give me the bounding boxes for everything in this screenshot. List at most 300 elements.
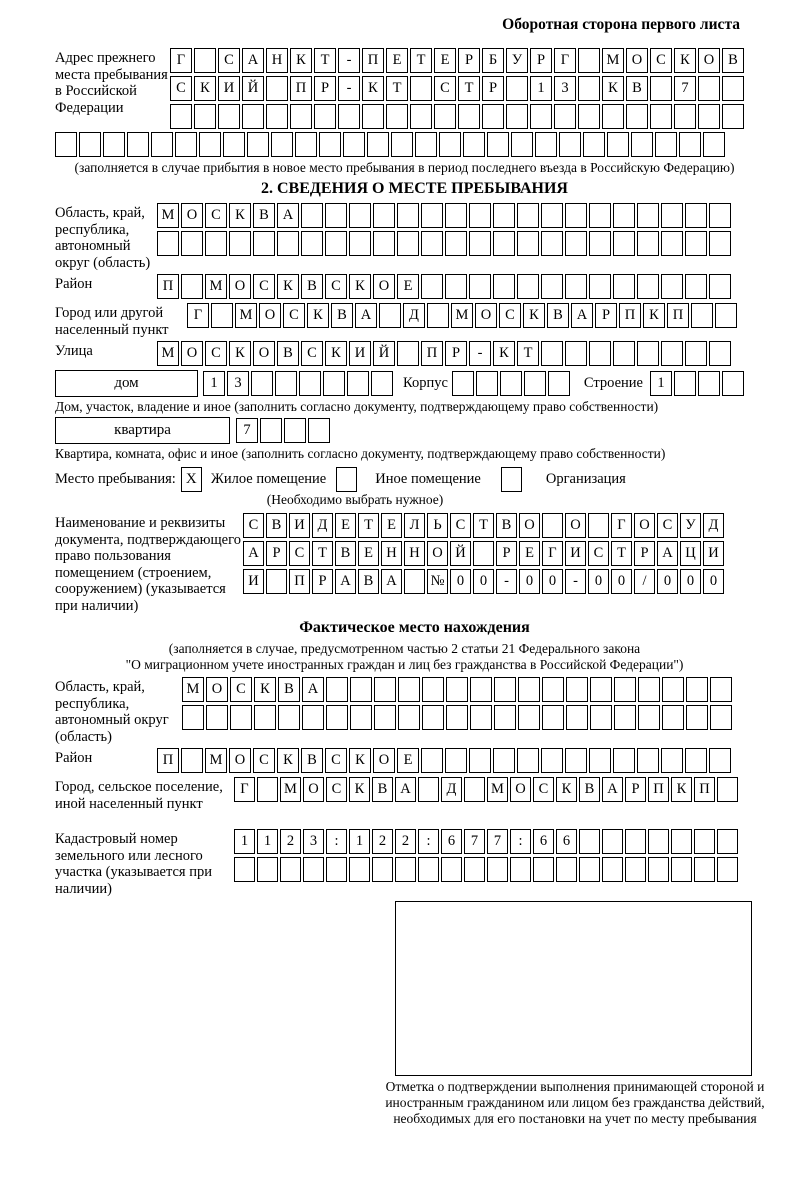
ownership-doc-row-3 bbox=[243, 569, 724, 594]
char-cell bbox=[493, 231, 515, 256]
char-cell bbox=[463, 132, 485, 157]
char-cell: К bbox=[277, 274, 299, 299]
char-cell bbox=[710, 677, 732, 702]
char-cell: 0 bbox=[657, 569, 678, 594]
char-cell bbox=[410, 76, 432, 101]
char-cell: А bbox=[335, 569, 356, 594]
char-cell: М bbox=[205, 274, 227, 299]
char-cell bbox=[638, 705, 660, 730]
char-cell: В bbox=[335, 541, 356, 566]
char-cell bbox=[613, 341, 635, 366]
apartment-note: Квартира, комната, офис и иное (заполнить согласно документу, подтверждающему право собственности) bbox=[55, 446, 666, 461]
char-cell: С bbox=[326, 777, 347, 802]
char-cell bbox=[441, 857, 462, 882]
char-cell: К bbox=[671, 777, 692, 802]
char-cell bbox=[277, 231, 299, 256]
char-cell bbox=[541, 231, 563, 256]
char-cell bbox=[541, 203, 563, 228]
char-cell bbox=[266, 104, 288, 129]
char-cell: В bbox=[278, 677, 300, 702]
char-cell: К bbox=[349, 748, 371, 773]
char-cell bbox=[421, 203, 443, 228]
char-cell: - bbox=[338, 48, 360, 73]
region-row-1 bbox=[157, 203, 731, 228]
char-cell bbox=[253, 231, 275, 256]
char-cell: 2 bbox=[372, 829, 393, 854]
region-label: Область, край, республика, автономный округ (область) bbox=[55, 205, 151, 271]
char-cell: Д bbox=[312, 513, 333, 538]
char-cell: С bbox=[253, 274, 275, 299]
char-cell: К bbox=[349, 777, 370, 802]
char-cell bbox=[469, 231, 491, 256]
char-cell: С bbox=[205, 341, 227, 366]
char-cell bbox=[476, 371, 498, 396]
apartment-row bbox=[55, 417, 774, 444]
char-cell bbox=[648, 829, 669, 854]
stay-type-checkbox-other bbox=[336, 467, 357, 492]
char-cell bbox=[362, 104, 384, 129]
char-cell: К bbox=[362, 76, 384, 101]
char-cell bbox=[518, 705, 540, 730]
char-cell: С bbox=[533, 777, 554, 802]
char-cell bbox=[541, 748, 563, 773]
actual-city-label: Город, сельское поселение, иной населенный пункт bbox=[55, 779, 223, 812]
char-cell: О bbox=[698, 48, 720, 73]
char-cell: Р bbox=[530, 48, 552, 73]
char-cell bbox=[127, 132, 149, 157]
char-cell bbox=[530, 104, 552, 129]
char-cell bbox=[510, 857, 531, 882]
cadastre-row-1 bbox=[234, 829, 738, 854]
char-cell bbox=[709, 341, 731, 366]
char-cell: 1 bbox=[257, 829, 278, 854]
korpus-label: Корпус bbox=[403, 375, 448, 391]
char-cell bbox=[517, 231, 539, 256]
char-cell bbox=[303, 857, 324, 882]
char-cell bbox=[648, 857, 669, 882]
char-cell: Г bbox=[170, 48, 192, 73]
char-cell: : bbox=[326, 829, 347, 854]
char-cell bbox=[556, 857, 577, 882]
char-cell: М bbox=[157, 203, 179, 228]
char-cell: Н bbox=[381, 541, 402, 566]
char-cell: У bbox=[680, 513, 701, 538]
char-cell bbox=[679, 132, 701, 157]
char-cell: Е bbox=[358, 541, 379, 566]
char-cell bbox=[506, 76, 528, 101]
char-cell: 0 bbox=[473, 569, 494, 594]
char-cell bbox=[602, 104, 624, 129]
char-cell: П bbox=[421, 341, 443, 366]
cadastre-grid bbox=[234, 817, 738, 882]
char-cell: 6 bbox=[441, 829, 462, 854]
ownership-doc-row-1 bbox=[243, 513, 724, 538]
char-cell: А bbox=[395, 777, 416, 802]
char-cell: В bbox=[722, 48, 744, 73]
char-cell bbox=[661, 203, 683, 228]
char-cell: Р bbox=[458, 48, 480, 73]
char-cell: А bbox=[243, 541, 264, 566]
char-cell: Т bbox=[410, 48, 432, 73]
char-cell bbox=[542, 677, 564, 702]
char-cell: О bbox=[229, 748, 251, 773]
section2-title: 2. СВЕДЕНИЯ О МЕСТЕ ПРЕБЫВАНИЯ bbox=[261, 180, 568, 197]
char-cell: П bbox=[648, 777, 669, 802]
district-field bbox=[55, 274, 774, 299]
char-cell bbox=[637, 748, 659, 773]
char-cell: И bbox=[218, 76, 240, 101]
char-cell bbox=[308, 418, 330, 443]
char-cell bbox=[205, 231, 227, 256]
char-cell bbox=[542, 705, 564, 730]
actual-district-label: Район bbox=[55, 750, 93, 766]
cadastre-label: Кадастровый номер земельного или лесного участка (указывается при наличии) bbox=[55, 831, 212, 897]
char-cell bbox=[469, 203, 491, 228]
char-cell bbox=[482, 104, 504, 129]
char-cell: И bbox=[703, 541, 724, 566]
char-cell bbox=[379, 303, 401, 328]
char-cell: О bbox=[475, 303, 497, 328]
actual-region-field bbox=[55, 677, 774, 745]
char-cell bbox=[524, 371, 546, 396]
char-cell: М bbox=[205, 748, 227, 773]
char-cell bbox=[579, 857, 600, 882]
char-cell: С bbox=[325, 274, 347, 299]
char-cell bbox=[218, 104, 240, 129]
char-cell: В bbox=[547, 303, 569, 328]
char-cell: О bbox=[427, 541, 448, 566]
char-cell: О bbox=[181, 203, 203, 228]
city-label: Город или другой населенный пункт bbox=[55, 305, 169, 338]
char-cell bbox=[709, 274, 731, 299]
char-cell bbox=[254, 705, 276, 730]
char-cell: 0 bbox=[519, 569, 540, 594]
confirmation-stamp-box bbox=[395, 901, 752, 1076]
char-cell bbox=[55, 132, 77, 157]
char-cell bbox=[709, 748, 731, 773]
char-cell bbox=[421, 748, 443, 773]
char-cell bbox=[494, 705, 516, 730]
char-cell: Т bbox=[458, 76, 480, 101]
stay-type-row bbox=[55, 467, 774, 492]
char-cell bbox=[710, 705, 732, 730]
char-cell: С bbox=[289, 541, 310, 566]
apartment-number-cells bbox=[236, 418, 330, 443]
char-cell bbox=[715, 303, 737, 328]
char-cell bbox=[445, 203, 467, 228]
char-cell bbox=[391, 132, 413, 157]
char-cell bbox=[685, 274, 707, 299]
char-cell: 1 bbox=[349, 829, 370, 854]
char-cell bbox=[319, 132, 341, 157]
char-cell: К bbox=[674, 48, 696, 73]
char-cell bbox=[637, 203, 659, 228]
char-cell bbox=[157, 231, 179, 256]
char-cell: О bbox=[626, 48, 648, 73]
korpus-cells bbox=[452, 371, 570, 396]
char-cell bbox=[625, 857, 646, 882]
char-cell bbox=[349, 203, 371, 228]
char-cell: П bbox=[619, 303, 641, 328]
char-cell bbox=[295, 132, 317, 157]
char-cell bbox=[662, 677, 684, 702]
ownership-doc-row-2 bbox=[243, 541, 724, 566]
char-cell: О bbox=[229, 274, 251, 299]
char-cell bbox=[661, 274, 683, 299]
char-cell: Ь bbox=[427, 513, 448, 538]
char-cell bbox=[397, 231, 419, 256]
char-cell: К bbox=[307, 303, 329, 328]
char-cell: Г bbox=[611, 513, 632, 538]
char-cell bbox=[709, 231, 731, 256]
char-cell bbox=[446, 677, 468, 702]
city-field bbox=[55, 303, 774, 338]
char-cell bbox=[349, 857, 370, 882]
char-cell bbox=[464, 777, 485, 802]
char-cell bbox=[418, 857, 439, 882]
char-cell bbox=[542, 513, 563, 538]
char-cell: - bbox=[338, 76, 360, 101]
char-cell bbox=[613, 231, 635, 256]
char-cell bbox=[661, 341, 683, 366]
actual-region-label: Область, край, республика, автономный округ (область) bbox=[55, 679, 169, 745]
char-cell: 0 bbox=[588, 569, 609, 594]
char-cell bbox=[613, 203, 635, 228]
apartment-type-box: квартира bbox=[55, 417, 230, 444]
char-cell bbox=[565, 274, 587, 299]
char-cell: Т bbox=[517, 341, 539, 366]
char-cell bbox=[206, 705, 228, 730]
char-cell bbox=[230, 705, 252, 730]
char-cell bbox=[275, 371, 297, 396]
actual-location-note-1: (заполняется в случае, предусмотренном частью 2 статьи 21 Федерального закона bbox=[168, 641, 641, 656]
char-cell bbox=[323, 371, 345, 396]
stay-type-checkbox-residential: X bbox=[181, 467, 202, 492]
char-cell bbox=[446, 705, 468, 730]
char-cell: С bbox=[301, 341, 323, 366]
char-cell bbox=[518, 677, 540, 702]
char-cell bbox=[349, 231, 371, 256]
char-cell: О bbox=[303, 777, 324, 802]
char-cell bbox=[374, 705, 396, 730]
char-cell: В bbox=[301, 748, 323, 773]
char-cell: 0 bbox=[680, 569, 701, 594]
char-cell: Г bbox=[542, 541, 563, 566]
char-cell bbox=[578, 76, 600, 101]
char-cell bbox=[473, 541, 494, 566]
char-cell: К bbox=[349, 274, 371, 299]
char-cell: 3 bbox=[227, 371, 249, 396]
char-cell: П bbox=[289, 569, 310, 594]
region-field bbox=[55, 203, 774, 271]
char-cell: Д bbox=[403, 303, 425, 328]
house-type-box: дом bbox=[55, 370, 198, 397]
char-cell bbox=[578, 48, 600, 73]
char-cell bbox=[565, 231, 587, 256]
char-cell bbox=[302, 705, 324, 730]
char-cell: А bbox=[302, 677, 324, 702]
street-label: Улица bbox=[55, 343, 93, 359]
char-cell bbox=[614, 677, 636, 702]
char-cell bbox=[517, 203, 539, 228]
prev-address-row-1 bbox=[170, 48, 744, 73]
char-cell bbox=[278, 705, 300, 730]
char-cell: Д bbox=[703, 513, 724, 538]
char-cell: И bbox=[289, 513, 310, 538]
char-cell: В bbox=[626, 76, 648, 101]
char-cell bbox=[517, 748, 539, 773]
char-cell bbox=[686, 705, 708, 730]
char-cell: К bbox=[602, 76, 624, 101]
char-cell: № bbox=[427, 569, 448, 594]
char-cell bbox=[397, 341, 419, 366]
char-cell: П bbox=[290, 76, 312, 101]
char-cell: А bbox=[602, 777, 623, 802]
char-cell bbox=[299, 371, 321, 396]
char-cell: В bbox=[579, 777, 600, 802]
stroenie-label: Строение bbox=[583, 375, 643, 391]
char-cell: 7 bbox=[487, 829, 508, 854]
char-cell: 0 bbox=[542, 569, 563, 594]
char-cell: С bbox=[450, 513, 471, 538]
char-cell: О bbox=[373, 748, 395, 773]
region-grid bbox=[157, 203, 731, 256]
char-cell bbox=[578, 104, 600, 129]
char-cell: 1 bbox=[530, 76, 552, 101]
prev-address-label: Адрес прежнего места пребывания в Российской Федерации bbox=[55, 50, 168, 116]
char-cell: М bbox=[182, 677, 204, 702]
char-cell bbox=[418, 777, 439, 802]
char-cell bbox=[533, 857, 554, 882]
char-cell: 7 bbox=[236, 418, 258, 443]
char-cell bbox=[458, 104, 480, 129]
char-cell bbox=[671, 857, 692, 882]
char-cell bbox=[638, 677, 660, 702]
prev-address-row-2 bbox=[170, 76, 744, 101]
char-cell: Е bbox=[434, 48, 456, 73]
char-cell bbox=[685, 203, 707, 228]
char-cell bbox=[464, 857, 485, 882]
char-cell: Б bbox=[482, 48, 504, 73]
char-cell: И bbox=[243, 569, 264, 594]
char-cell: 6 bbox=[533, 829, 554, 854]
char-cell bbox=[685, 231, 707, 256]
char-cell bbox=[698, 104, 720, 129]
char-cell: 0 bbox=[450, 569, 471, 594]
char-cell bbox=[698, 371, 720, 396]
char-cell bbox=[234, 857, 255, 882]
char-cell bbox=[175, 132, 197, 157]
char-cell: П bbox=[157, 748, 179, 773]
char-cell bbox=[338, 104, 360, 129]
char-cell: Т bbox=[358, 513, 379, 538]
char-cell: Е bbox=[519, 541, 540, 566]
char-cell bbox=[421, 231, 443, 256]
char-cell bbox=[211, 303, 233, 328]
char-cell bbox=[722, 76, 744, 101]
prev-address-grid bbox=[170, 48, 744, 129]
district-row bbox=[157, 274, 731, 299]
char-cell bbox=[422, 677, 444, 702]
char-cell bbox=[326, 677, 348, 702]
char-cell bbox=[223, 132, 245, 157]
char-cell bbox=[373, 231, 395, 256]
char-cell: В bbox=[331, 303, 353, 328]
char-cell bbox=[271, 132, 293, 157]
char-cell: П bbox=[157, 274, 179, 299]
char-cell: Й bbox=[450, 541, 471, 566]
char-cell bbox=[229, 231, 251, 256]
ownership-doc-field bbox=[55, 513, 774, 614]
char-cell bbox=[487, 857, 508, 882]
char-cell: М bbox=[280, 777, 301, 802]
char-cell bbox=[347, 371, 369, 396]
char-cell: Е bbox=[397, 274, 419, 299]
char-cell bbox=[445, 748, 467, 773]
char-cell bbox=[251, 371, 273, 396]
char-cell bbox=[325, 203, 347, 228]
house-row bbox=[55, 370, 774, 397]
char-cell: К bbox=[523, 303, 545, 328]
char-cell bbox=[395, 857, 416, 882]
char-cell: Й bbox=[242, 76, 264, 101]
char-cell bbox=[709, 203, 731, 228]
char-cell: О bbox=[373, 274, 395, 299]
char-cell: К bbox=[290, 48, 312, 73]
char-cell bbox=[421, 274, 443, 299]
char-cell bbox=[671, 829, 692, 854]
char-cell bbox=[637, 231, 659, 256]
char-cell: Ц bbox=[680, 541, 701, 566]
char-cell: : bbox=[418, 829, 439, 854]
char-cell bbox=[181, 231, 203, 256]
char-cell: А bbox=[381, 569, 402, 594]
char-cell bbox=[257, 857, 278, 882]
district-label: Район bbox=[55, 276, 93, 292]
char-cell: О bbox=[206, 677, 228, 702]
actual-location-note-2: "О миграционном учете иностранных граждан и лиц без гражданства в Российской Федерации") bbox=[125, 657, 684, 672]
char-cell bbox=[386, 104, 408, 129]
char-cell bbox=[565, 341, 587, 366]
char-cell: Г bbox=[234, 777, 255, 802]
char-cell bbox=[415, 132, 437, 157]
char-cell bbox=[602, 829, 623, 854]
char-cell: К bbox=[325, 341, 347, 366]
char-cell: К bbox=[643, 303, 665, 328]
char-cell: А bbox=[242, 48, 264, 73]
char-cell bbox=[722, 371, 744, 396]
char-cell bbox=[590, 677, 612, 702]
char-cell: П bbox=[667, 303, 689, 328]
cadastre-row-2 bbox=[234, 857, 738, 882]
char-cell bbox=[494, 677, 516, 702]
char-cell bbox=[607, 132, 629, 157]
char-cell bbox=[589, 231, 611, 256]
char-cell: 0 bbox=[703, 569, 724, 594]
char-cell bbox=[686, 677, 708, 702]
cadastre-field bbox=[55, 817, 774, 897]
char-cell bbox=[301, 203, 323, 228]
char-cell bbox=[266, 569, 287, 594]
char-cell bbox=[301, 231, 323, 256]
char-cell bbox=[717, 777, 738, 802]
prev-address-note: (заполняется в случае прибытия в новое место пребывания в период последнего въезда в Российскую Федерацию) bbox=[74, 160, 735, 175]
char-cell bbox=[650, 104, 672, 129]
char-cell bbox=[583, 132, 605, 157]
char-cell bbox=[470, 705, 492, 730]
char-cell bbox=[326, 705, 348, 730]
char-cell bbox=[290, 104, 312, 129]
